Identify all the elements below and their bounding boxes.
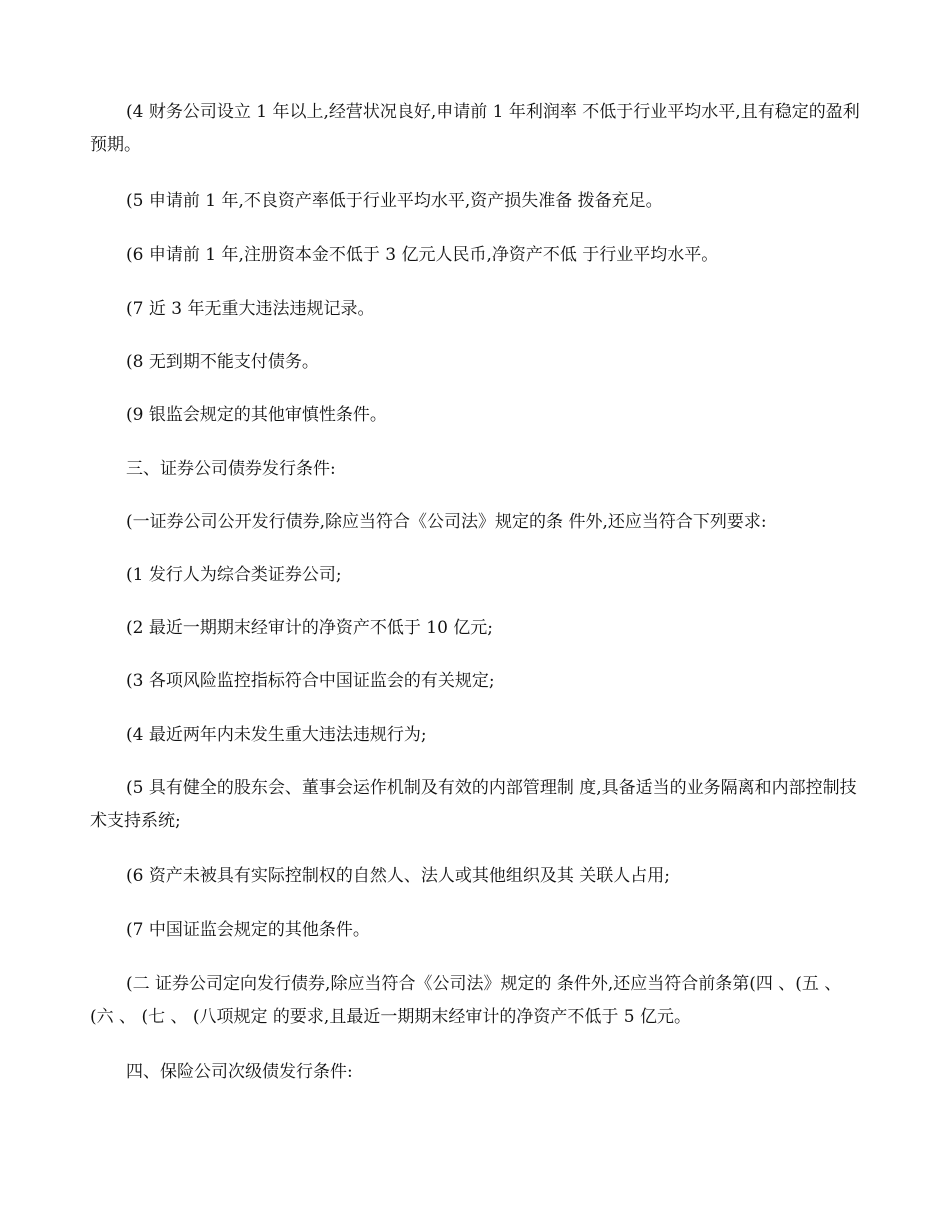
paragraph-finance-co-condition-6: (6 申请前 1 年,注册资本金不低于 3 亿元人民币,净资产不低 于行业平均水平。: [126, 245, 719, 265]
section-heading-insurance-subordinated-debt: 四、保险公司次级债发行条件:: [126, 1062, 353, 1082]
paragraph-public-issuance-intro: (一证券公司公开发行债券,除应当符合《公司法》规定的条 件外,还应当符合下列要求:: [126, 512, 767, 532]
paragraph-securities-condition-3: (3 各项风险监控指标符合中国证监会的有关规定;: [126, 671, 495, 691]
paragraph-finance-co-condition-5: (5 申请前 1 年,不良资产率低于行业平均水平,资产损失准备 拨备充足。: [126, 191, 663, 211]
paragraph-finance-co-condition-4: (4 财务公司设立 1 年以上,经营状况良好,申请前 1 年利润率 不低于行业平均水平,且有稳定的盈利预期。: [90, 102, 860, 155]
paragraph-finance-co-condition-9: (9 银监会规定的其他审慎性条件。: [126, 405, 387, 425]
paragraph-private-issuance: (二 证券公司定向发行债券,除应当符合《公司法》规定的 条件外,还应当符合前条第(四 、(五 、 (六 、 (七 、 (八项规定 的要求,且最近一期期末经审计的净资产不低于 5 亿元。: [90, 974, 842, 1027]
paragraph-securities-condition-4: (4 最近两年内未发生重大违法违规行为;: [126, 725, 427, 745]
paragraph-securities-condition-2: (2 最近一期期末经审计的净资产不低于 10 亿元;: [126, 618, 494, 638]
paragraph-finance-co-condition-8: (8 无到期不能支付债务。: [126, 352, 319, 372]
paragraph-securities-condition-7: (7 中国证监会规定的其他条件。: [126, 920, 370, 940]
paragraph-securities-condition-6: (6 资产未被具有实际控制权的自然人、法人或其他组织及其 关联人占用;: [126, 866, 670, 886]
section-heading-securities-bond: 三、证券公司债券发行条件:: [126, 459, 336, 479]
paragraph-finance-co-condition-7: (7 近 3 年无重大违法违规记录。: [126, 299, 375, 319]
paragraph-securities-condition-1: (1 发行人为综合类证券公司;: [126, 565, 342, 585]
paragraph-securities-condition-5: (5 具有健全的股东会、董事会运作机制及有效的内部管理制 度,具备适当的业务隔离和内部控制技术支持系统;: [90, 778, 857, 831]
